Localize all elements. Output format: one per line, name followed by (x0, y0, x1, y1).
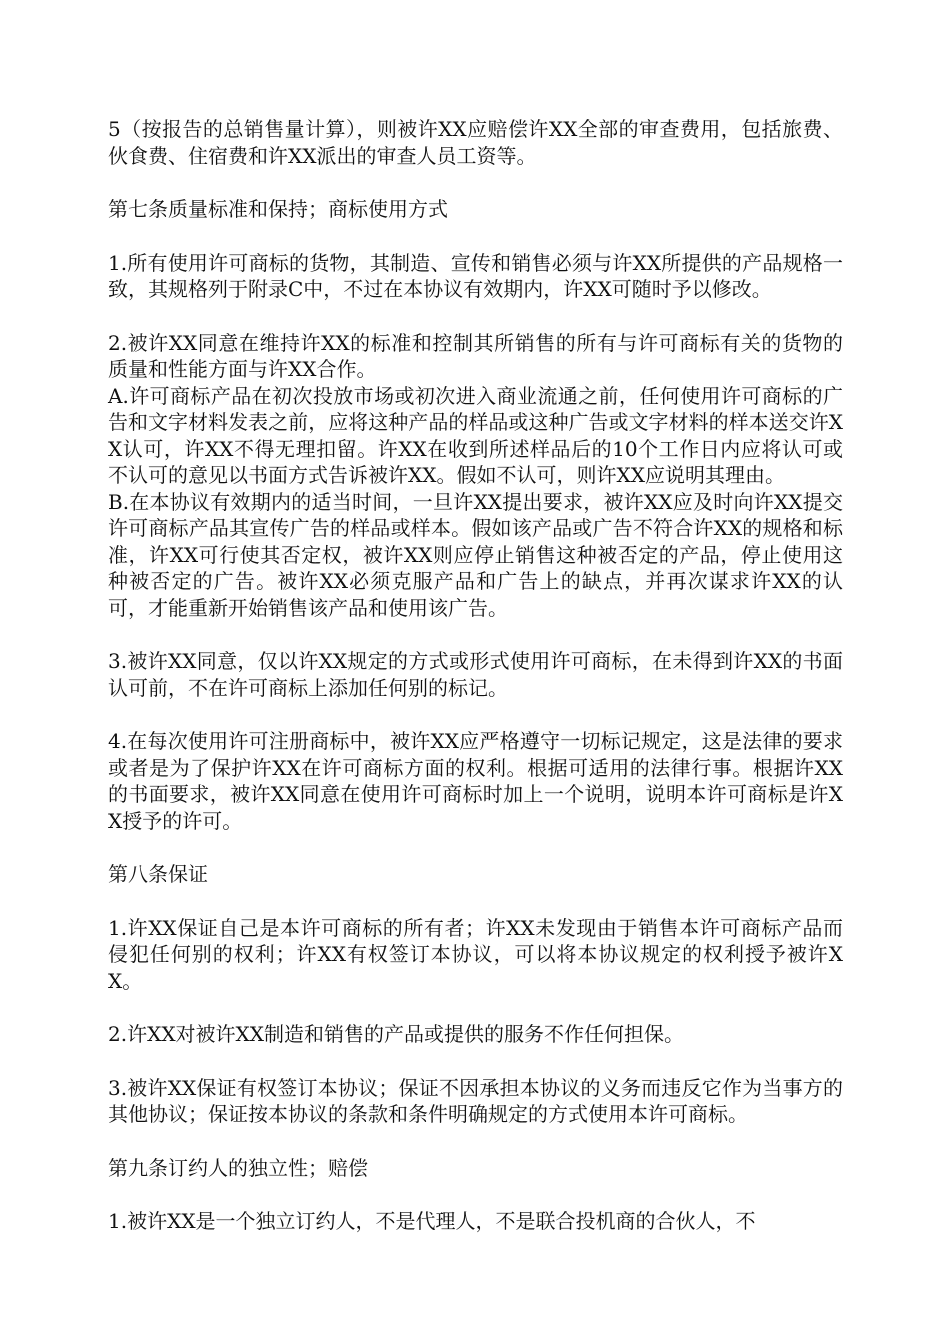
article-9-heading: 第九条订约人的独立性；赔偿 (108, 1155, 368, 1180)
paragraph-7-1: 1.所有使用许可商标的货物，其制造、宣传和销售必须与许XX所提供的产品规格一致，其规格列于附录C中，不过在本协议有效期内，许XX可随时予以修改。 (108, 250, 843, 301)
article-8-heading: 第八条保证 (108, 862, 208, 886)
article-7-heading: 第七条质量标准和保持；商标使用方式 (108, 197, 448, 221)
paragraph-7-3: 3.被许XX同意，仅以许XX规定的方式或形式使用许可商标，在未得到许XX的书面认可前，不在许可商标上添加任何别的标记。 (108, 649, 843, 700)
paragraph-8-1: 1.许XX保证自己是本许可商标的所有者；许XX未发现由于销售本许可商标产品而侵犯任何别的权利；许XX有权签订本协议，可以将本协议规定的权利授予被许XX。 (108, 915, 843, 993)
paragraph-review-costs: 5（按报告的总销售量计算），则被许XX应赔偿许XX全部的审查费用，包括旅费、伙食费、住宿费和许XX派出的审查人员工资等。 (108, 117, 843, 168)
paragraph-7-4: 4.在每次使用许可注册商标中，被许XX应严格遵守一切标记规定，这是法律的要求或者是为了保护许XX在许可商标方面的权利。根据可适用的法律行事。根据许XX的书面要求，被许XX同意在使用许可商标时加上一个说明，说明本许可商标是许XX授予的许可。 (108, 729, 843, 833)
paragraph-7-2-b: B.在本协议有效期内的适当时间，一旦许XX提出要求，被许XX应及时向许XX提交许可商标产品其宣传广告的样品或样本。假如该产品或广告不符合许XX的规格和标准，许XX可行使其否定权，被许XX则应停止销售这种被否定的产品，停止使用这种被否定的广告。被许XX必须克服产品和广告上的缺点，并再次谋求许XX的认可，才能重新开始销售该产品和使用该广告。 (108, 489, 843, 620)
paragraph-7-2: 2.被许XX同意在维持许XX的标准和控制其所销售的所有与许可商标有关的货物的质量和性能方面与许XX合作。 (108, 330, 843, 381)
paragraph-8-3: 3.被许XX保证有权签订本协议；保证不因承担本协议的义务而违反它作为当事方的其他协议；保证按本协议的条款和条件明确规定的方式使用本许可商标。 (108, 1075, 843, 1126)
paragraph-7-2-a: A.许可商标产品在初次投放市场或初次进入商业流通之前，任何使用许可商标的广告和文字材料发表之前，应将这种产品的样品或这种广告或文字材料的样本送交许XX认可，许XX不得无理扣留。许XX在收到所述样品后的10个工作日内应将认可或不认可的意见以书面方式告诉被许XX。假如不认可，则许XX应说明其理由。 (108, 383, 843, 487)
paragraph-8-2: 2.许XX对被许XX制造和销售的产品或提供的服务不作任何担保。 (108, 1022, 685, 1046)
document-page (108, 116, 843, 1262)
paragraph-9-1: 1.被许XX是一个独立订约人，不是代理人，不是联合投机商的合伙人，不 (108, 1209, 756, 1233)
